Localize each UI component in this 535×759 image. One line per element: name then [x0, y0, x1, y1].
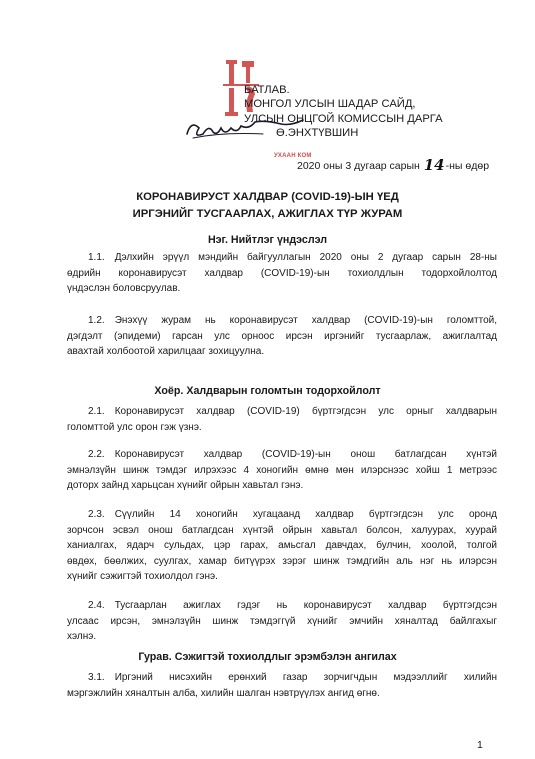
approval-name: Ө.ЭНХТҮВШИН [276, 127, 359, 140]
paragraph-text: өдрийн коронавирусэт халдвар (COVID-19)-ын тохиолдлын тодорхойлолтод [67, 267, 497, 279]
paragraph-number: 1.2. [88, 315, 105, 326]
paragraph-2-2 [67, 447, 497, 494]
approval-position-1: МОНГОЛ УЛСЫН ШАДАР САЙД, [244, 98, 416, 111]
paragraph-text: мэргэжлийн хяналтын алба, хилийн шалган нэвтрүүлэх ангид өгнө. [67, 687, 380, 699]
paragraph-text: Коронавирусэт халдвар (COVID-19)-ын онош батлагдсан хүнтэй [114, 449, 497, 460]
paragraph-2-3 [67, 507, 497, 585]
paragraph-text: Коронавирусэт халдвар (COVID-19) бүртгэгдсэн улс орныг халдварын [114, 406, 497, 417]
paragraph-text: Иргэний нисэхийн ерөнхий газар зорчигчдын мэдээллийг хилийн [114, 672, 497, 683]
section-heading-2: Хоёр. Халдварын голомтын тодорхойлолт [154, 385, 381, 397]
paragraph-number: 2.3. [88, 509, 105, 520]
signature-icon [183, 118, 311, 142]
document-title [0, 189, 535, 223]
approval-approved: БАТЛАВ. [244, 84, 290, 96]
paragraph-number: 1.1. [88, 252, 105, 263]
paragraph-1-1 [67, 250, 497, 297]
paragraph-text: эмнэлзүйн шинж тэмдэг илрэхээс 4 хоногийн өмнө мөн илэрснээс хойш 1 метрээс [67, 464, 497, 476]
paragraph-text: дэгдэлт (эпидеми) гарсан улс орноос ирсэн иргэнийг тусгаарлаж, ажиглалтад [67, 330, 497, 342]
section-heading-1: Нэг. Нийтлэг үндэслэл [207, 234, 328, 246]
date-suffix: -ны өдөр [445, 160, 490, 172]
approval-position-2: УЛСЫН ОНЦГОЙ КОМИССЫН ДАРГА [244, 112, 443, 125]
paragraph-2-4 [67, 598, 497, 645]
paragraph-number: 2.2. [88, 449, 105, 460]
seal-text: УХААН КОМ [274, 153, 312, 159]
paragraph-1-2 [67, 313, 497, 360]
paragraph-text: зорчсон эсвэл онош батлагдсан хүнтэй ойрын хавьтал болсон, халуурах, хуурай [67, 524, 497, 536]
paragraph-text: Сүүлийн 14 хоногийн хугацаанд халдвар бүртгэгдсэн улс оронд [114, 509, 497, 520]
paragraph-text: хүнийг сэжигтэй тохиолдол гэнэ. [67, 571, 218, 582]
paragraph-text: Дэлхийн эрүүл мэндийн байгууллагын 2020 оны 2 дугаар сарын 28-ны [114, 252, 497, 263]
paragraph-text: голомттой улс орон гэж үзнэ. [67, 421, 202, 433]
title-line-2: ИРГЭНИЙГ ТУСГААРЛАХ, АЖИГЛАХ ТҮР ЖУРАМ [132, 208, 403, 220]
paragraph-text: авахтай холбоотой харилцааг зохицуулна. [67, 346, 265, 357]
paragraph-text: доторх зайнд харьцсан хүнийг ойрын хавьтал гэнэ. [67, 480, 304, 491]
date-day-handwritten: 14 [423, 156, 445, 174]
paragraph-text: Тусгаарлан ажиглах гэдэг нь коронавирусэт халдвар бүртгэгдсэн [114, 600, 497, 611]
date-prefix: 2020 оны 3 дугаар сарын [297, 160, 420, 172]
paragraph-text: ханиалгах, ядарч сульдах, цэр гарах, амьсгал давчдах, булчин, хоолой, толгой [67, 540, 497, 551]
paragraph-text: өвдөх, бөөлжих, суулгах, хамар битүүрэх зэрэг шинж тэмдгийн аль нэг нь илэрсэн [67, 555, 497, 567]
page-number: 1 [477, 739, 483, 751]
paragraph-text: хэлнэ. [67, 631, 97, 642]
paragraph-number: 2.4. [88, 600, 105, 611]
section-heading-3: Гурав. Сэжигтэй тохиолдлыг эрэмбэлэн ангилах [138, 651, 397, 663]
paragraph-number: 3.1. [88, 672, 105, 683]
paragraph-text: үндэслэн боловсруулав. [67, 283, 181, 294]
paragraph-2-1 [67, 404, 497, 435]
approval-date [297, 155, 489, 173]
title-line-1: КОРОНАВИРУСТ ХАЛДВАР (COVID-19)-ЫН ҮЕД [136, 191, 399, 203]
paragraph-text: Энэхүү журам нь коронавирусэт халдвар (COVID-19)-ын голомттой, [114, 315, 497, 326]
paragraph-number: 2.1. [88, 406, 105, 417]
paragraph-3-1 [67, 670, 497, 701]
paragraph-text: улсаас ирсэн, эмнэлзүйн шинж тэмдэггүй хүнийг эмчийн хяналтад байлгахыг [67, 615, 497, 627]
